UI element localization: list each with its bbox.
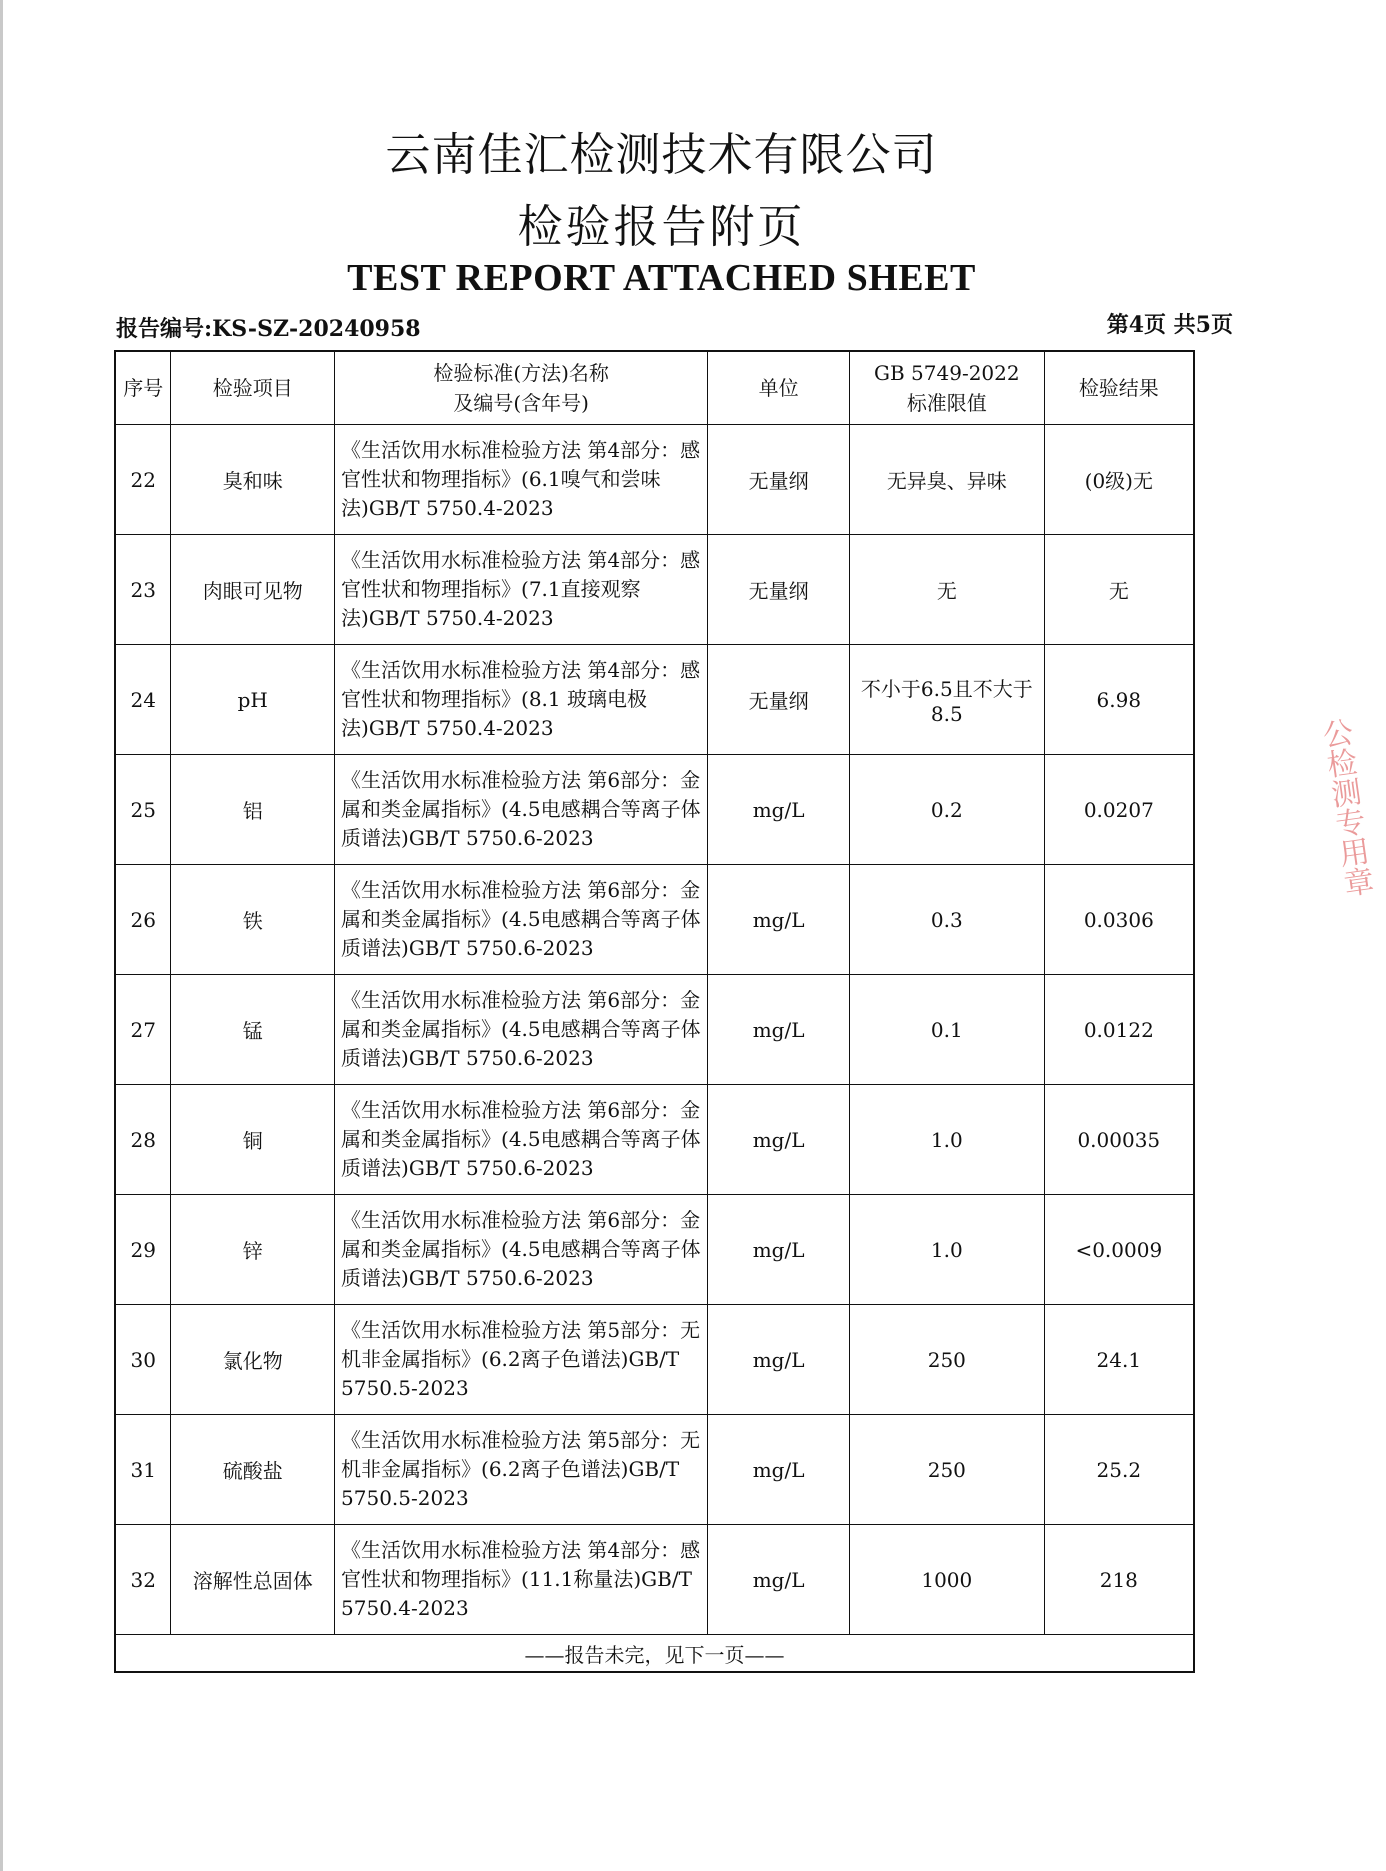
table-row [115,975,1194,1085]
table-row [115,645,1194,755]
cell-unit: mg/L [708,1305,850,1415]
cell-result: 无 [1044,535,1194,645]
col-method [335,351,708,425]
col-limit-line1: GB 5749-2022 [874,361,1020,385]
table-row [115,755,1194,865]
cell-method: 《生活饮用水标准检验方法 第4部分：感官性状和物理指标》(8.1 玻璃电极法)GB/T 5750.4-2023 [335,645,708,755]
continuation-note: ——报告未完，见下一页—— [115,1635,1194,1673]
cell-limit: 1.0 [850,1195,1045,1305]
table-row [115,1415,1194,1525]
col-limit [850,351,1045,425]
report-title-cn: 检验报告附页 [517,200,806,253]
cell-result: (0级)无 [1044,425,1194,535]
cell-method: 《生活饮用水标准检验方法 第6部分：金属和类金属指标》(4.5电感耦合等离子体质谱法)GB/T 5750.6-2023 [335,755,708,865]
table-row [115,1305,1194,1415]
cell-seq: 28 [115,1085,171,1195]
cell-seq: 27 [115,975,171,1085]
cell-seq: 29 [115,1195,171,1305]
cell-item: 铁 [171,865,335,975]
report-title-en: TEST REPORT ATTACHED SHEET [347,257,976,299]
cell-method: 《生活饮用水标准检验方法 第4部分：感官性状和物理指标》(6.1嗅气和尝味法)GB/T 5750.4-2023 [335,425,708,535]
col-seq: 序号 [115,351,171,425]
cell-method: 《生活饮用水标准检验方法 第6部分：金属和类金属指标》(4.5电感耦合等离子体质谱法)GB/T 5750.6-2023 [335,1195,708,1305]
cell-item: 溶解性总固体 [171,1525,335,1635]
cell-unit: mg/L [708,1195,850,1305]
cell-item: 氯化物 [171,1305,335,1415]
table-row [115,1195,1194,1305]
cell-item: pH [171,645,335,755]
cell-item: 铜 [171,1085,335,1195]
col-result: 检验结果 [1044,351,1194,425]
table-row [115,1525,1194,1635]
cell-unit: 无量纲 [708,645,850,755]
cell-unit: mg/L [708,865,850,975]
cell-method: 《生活饮用水标准检验方法 第5部分：无机非金属指标》(6.2离子色谱法)GB/T 5750.5-2023 [335,1305,708,1415]
col-method-line1: 检验标准(方法)名称 [433,361,609,385]
cell-item: 锌 [171,1195,335,1305]
cell-method: 《生活饮用水标准检验方法 第5部分：无机非金属指标》(6.2离子色谱法)GB/T 5750.5-2023 [335,1415,708,1525]
cell-result: <0.0009 [1044,1195,1194,1305]
cell-result: 0.0306 [1044,865,1194,975]
col-unit: 单位 [708,351,850,425]
cell-limit: 0.1 [850,975,1045,1085]
cell-result: 6.98 [1044,645,1194,755]
cell-result: 24.1 [1044,1305,1194,1415]
table-header-row [115,351,1194,425]
cell-limit: 250 [850,1415,1045,1525]
cell-seq: 30 [115,1305,171,1415]
table-row [115,1085,1194,1195]
cell-result: 0.00035 [1044,1085,1194,1195]
cell-seq: 23 [115,535,171,645]
table-row [115,425,1194,535]
cell-item: 肉眼可见物 [171,535,335,645]
cell-seq: 32 [115,1525,171,1635]
cell-result: 25.2 [1044,1415,1194,1525]
cell-seq: 22 [115,425,171,535]
table-row [115,535,1194,645]
cell-method: 《生活饮用水标准检验方法 第4部分：感官性状和物理指标》(11.1称量法)GB/T 5750.4-2023 [335,1525,708,1635]
cell-limit: 0.2 [850,755,1045,865]
cell-limit: 1.0 [850,1085,1045,1195]
cell-seq: 24 [115,645,171,755]
cell-seq: 26 [115,865,171,975]
cell-unit: 无量纲 [708,535,850,645]
cell-seq: 31 [115,1415,171,1525]
cell-unit: mg/L [708,755,850,865]
cell-method: 《生活饮用水标准检验方法 第6部分：金属和类金属指标》(4.5电感耦合等离子体质谱法)GB/T 5750.6-2023 [335,975,708,1085]
cell-limit: 1000 [850,1525,1045,1635]
cell-unit: 无量纲 [708,425,850,535]
cell-item: 硫酸盐 [171,1415,335,1525]
col-item: 检验项目 [171,351,335,425]
col-method-line2: 及编号(含年号) [453,391,589,415]
cell-unit: mg/L [708,975,850,1085]
table-body [115,425,1194,1673]
report-number: 报告编号:KS-SZ-20240958 [116,316,421,342]
cell-method: 《生活饮用水标准检验方法 第4部分：感官性状和物理指标》(7.1直接观察法)GB/T 5750.4-2023 [335,535,708,645]
table-footer-row [115,1635,1194,1673]
cell-method: 《生活饮用水标准检验方法 第6部分：金属和类金属指标》(4.5电感耦合等离子体质谱法)GB/T 5750.6-2023 [335,865,708,975]
col-limit-line2: 标准限值 [906,391,987,415]
cell-result: 0.0207 [1044,755,1194,865]
cell-result: 0.0122 [1044,975,1194,1085]
table-row [115,865,1194,975]
cell-limit: 无异臭、异味 [850,425,1045,535]
cell-item: 锰 [171,975,335,1085]
company-name: 云南佳汇检测技术有限公司 [385,128,938,181]
results-table [114,350,1195,1673]
cell-unit: mg/L [708,1525,850,1635]
cell-item: 铝 [171,755,335,865]
cell-limit: 250 [850,1305,1045,1415]
official-seal-stamp: 公检测专用章 [1314,716,1375,900]
cell-limit: 无 [850,535,1045,645]
cell-item: 臭和味 [171,425,335,535]
cell-unit: mg/L [708,1415,850,1525]
cell-limit: 不小于6.5且不大于8.5 [850,645,1045,755]
page-indicator: 第4页 共5页 [1106,312,1233,338]
cell-limit: 0.3 [850,865,1045,975]
cell-method: 《生活饮用水标准检验方法 第6部分：金属和类金属指标》(4.5电感耦合等离子体质谱法)GB/T 5750.6-2023 [335,1085,708,1195]
cell-result: 218 [1044,1525,1194,1635]
cell-unit: mg/L [708,1085,850,1195]
cell-seq: 25 [115,755,171,865]
